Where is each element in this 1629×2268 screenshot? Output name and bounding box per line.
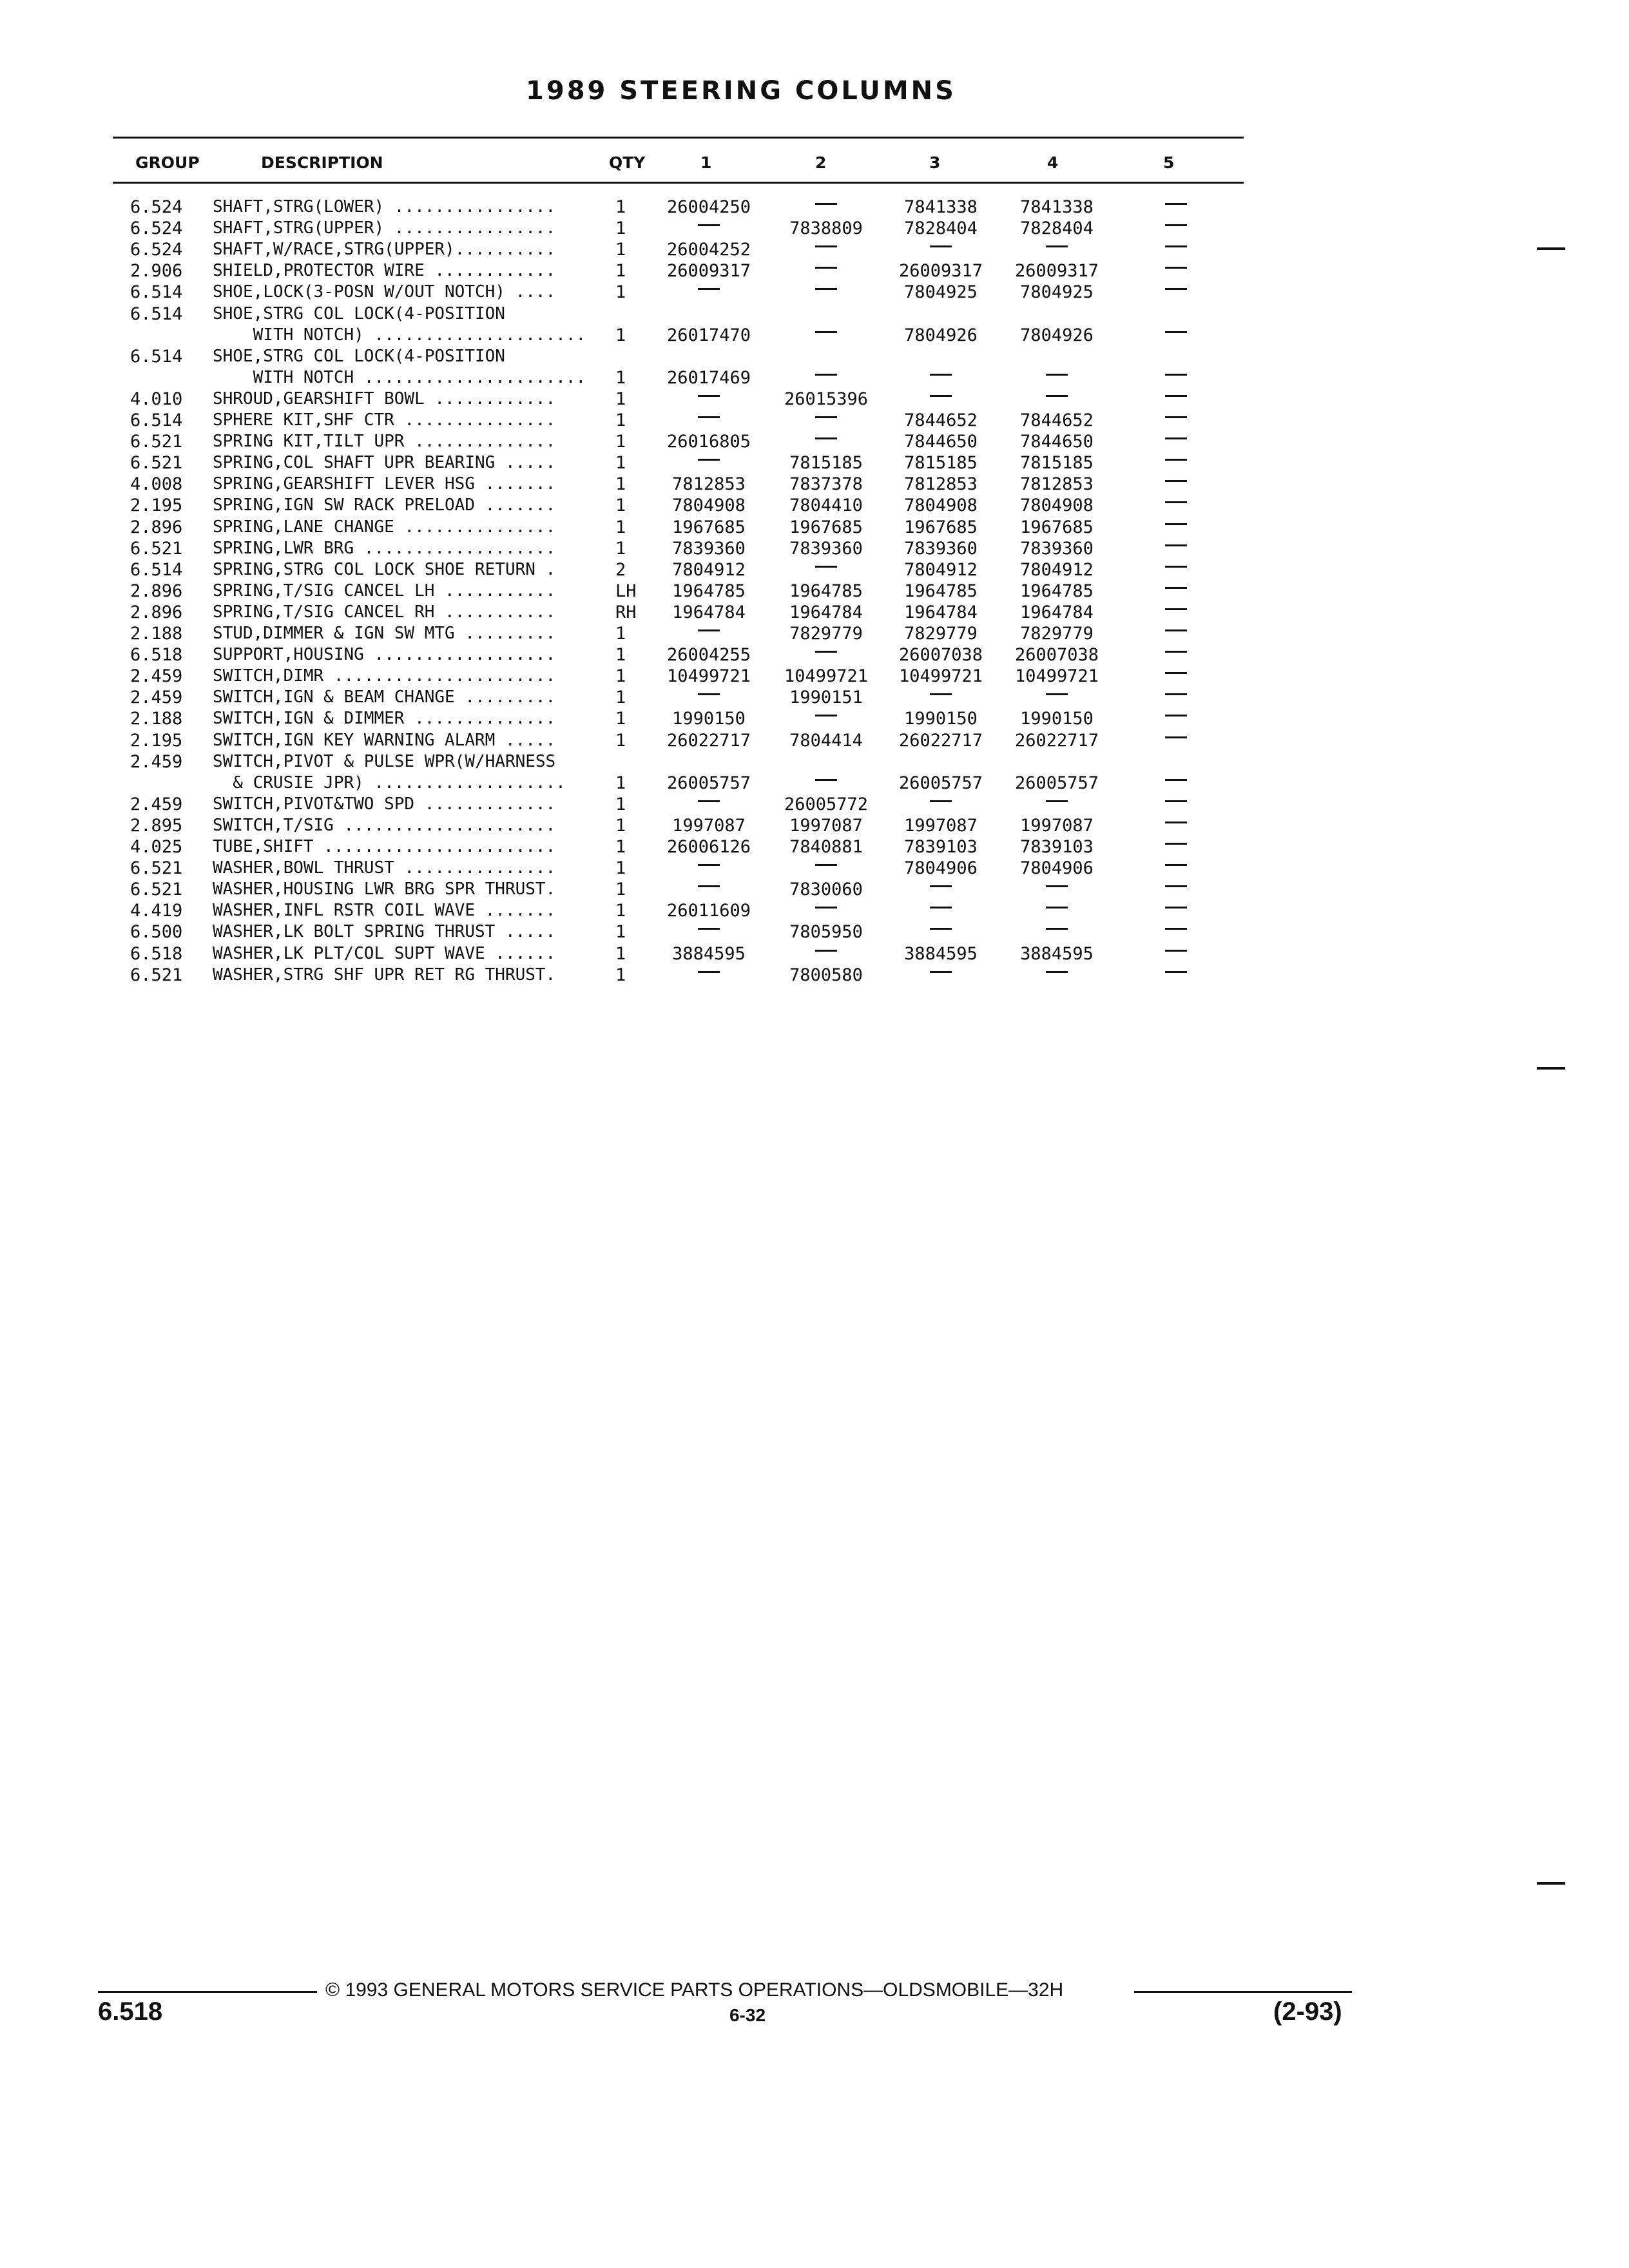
quantity: 1 xyxy=(615,816,626,836)
part-number: 7805950 xyxy=(789,922,863,942)
not-applicable-dash xyxy=(698,288,720,290)
not-applicable-dash xyxy=(815,715,837,716)
part-description: SPRING,LWR BRG ................... xyxy=(213,539,556,558)
part-description: SHOE,LOCK(3-POSN W/OUT NOTCH) .... xyxy=(213,282,556,302)
part-number: 7839360 xyxy=(904,539,978,559)
part-number: 7804414 xyxy=(789,731,863,751)
part-description: WASHER,BOWL THRUST ............... xyxy=(213,858,556,878)
quantity: 1 xyxy=(615,261,626,281)
not-applicable-dash xyxy=(815,374,837,376)
part-number: 1997087 xyxy=(672,816,746,836)
not-applicable-dash xyxy=(1165,437,1187,439)
part-number: 26011609 xyxy=(666,901,751,921)
not-applicable-dash xyxy=(1046,885,1068,887)
not-applicable-dash xyxy=(1165,907,1187,908)
not-applicable-dash xyxy=(698,459,720,461)
part-number: 1964785 xyxy=(789,581,863,601)
part-number: 3884595 xyxy=(1020,944,1094,964)
part-description: SWITCH,PIVOT&TWO SPD ............. xyxy=(213,794,556,814)
part-description: SHAFT,STRG(UPPER) ................ xyxy=(213,218,556,238)
footer-date-code: (2-93) xyxy=(1273,1997,1342,2026)
part-description: TUBE,SHIFT ....................... xyxy=(213,837,556,856)
part-description: WASHER,LK PLT/COL SUPT WAVE ...... xyxy=(213,944,556,963)
part-number: 26022717 xyxy=(666,731,751,751)
footer-page-number: 6-32 xyxy=(729,2005,766,2025)
not-applicable-dash xyxy=(1165,672,1187,674)
part-number: 1990150 xyxy=(672,709,746,729)
group-code: 2.195 xyxy=(130,495,183,515)
not-applicable-dash xyxy=(930,245,952,247)
group-code: 6.521 xyxy=(130,539,183,559)
part-number: 1967685 xyxy=(1020,517,1094,537)
quantity: 1 xyxy=(615,901,626,921)
part-number: 7839360 xyxy=(672,539,746,559)
part-number: 1967685 xyxy=(789,517,863,537)
header-col-1: 1 xyxy=(700,153,712,172)
not-applicable-dash xyxy=(1046,928,1068,930)
group-code: 2.896 xyxy=(130,517,183,537)
not-applicable-dash xyxy=(1046,374,1068,376)
part-number: 7844650 xyxy=(1020,432,1094,452)
group-code: 6.521 xyxy=(130,432,183,452)
not-applicable-dash xyxy=(698,395,720,397)
footer-group-number: 6.518 xyxy=(98,1997,163,2026)
part-number: 7800580 xyxy=(789,965,863,985)
part-number: 1967685 xyxy=(672,517,746,537)
quantity: 1 xyxy=(615,773,626,793)
group-code: 2.906 xyxy=(130,261,183,281)
header-top-rule xyxy=(113,137,1244,139)
part-number: 7844650 xyxy=(904,432,978,452)
part-description: SHAFT,W/RACE,STRG(UPPER).......... xyxy=(213,240,556,259)
not-applicable-dash xyxy=(815,203,837,205)
not-applicable-dash xyxy=(815,437,837,439)
footer-rule-left xyxy=(98,1991,317,1993)
group-code: 6.500 xyxy=(130,922,183,942)
group-code: 6.521 xyxy=(130,879,183,899)
header-col-5: 5 xyxy=(1163,153,1175,172)
not-applicable-dash xyxy=(1165,587,1187,589)
quantity: 1 xyxy=(615,539,626,559)
not-applicable-dash xyxy=(1165,544,1187,546)
not-applicable-dash xyxy=(698,629,720,631)
part-number: 1964785 xyxy=(904,581,978,601)
page-title: 1989 STEERING COLUMNS xyxy=(526,76,956,106)
not-applicable-dash xyxy=(1165,267,1187,269)
part-number: 26005772 xyxy=(784,794,869,814)
not-applicable-dash xyxy=(1165,950,1187,952)
part-description: SHIELD,PROTECTOR WIRE ............ xyxy=(213,261,556,280)
group-code: 6.518 xyxy=(130,944,183,964)
quantity: 1 xyxy=(615,432,626,452)
not-applicable-dash xyxy=(1165,629,1187,631)
part-number: 10499721 xyxy=(666,666,751,686)
header-col-2: 2 xyxy=(815,153,827,172)
part-description: SHROUD,GEARSHIFT BOWL ............ xyxy=(213,389,556,408)
part-number: 7804912 xyxy=(1020,560,1094,580)
group-code: 6.524 xyxy=(130,197,183,217)
part-number: 26004250 xyxy=(666,197,751,217)
part-number: 7812853 xyxy=(904,474,978,494)
quantity: 1 xyxy=(615,474,626,494)
not-applicable-dash xyxy=(1165,971,1187,973)
quantity: 1 xyxy=(615,709,626,729)
part-description: SPRING,COL SHAFT UPR BEARING ..... xyxy=(213,453,556,472)
part-number: 1990150 xyxy=(904,709,978,729)
group-code: 2.896 xyxy=(130,581,183,601)
group-code: 2.896 xyxy=(130,602,183,622)
not-applicable-dash xyxy=(815,416,837,418)
not-applicable-dash xyxy=(930,928,952,930)
not-applicable-dash xyxy=(698,416,720,418)
part-number: 7804908 xyxy=(672,495,746,515)
part-number: 7815185 xyxy=(904,453,978,473)
not-applicable-dash xyxy=(930,374,952,376)
part-description: SWITCH,DIMR ...................... xyxy=(213,666,556,686)
group-code: 6.514 xyxy=(130,347,183,367)
group-code: 2.459 xyxy=(130,666,183,686)
header-col-3: 3 xyxy=(929,153,941,172)
not-applicable-dash xyxy=(1165,608,1187,610)
not-applicable-dash xyxy=(1165,843,1187,845)
not-applicable-dash xyxy=(698,864,720,866)
part-number: 1964784 xyxy=(904,602,978,622)
not-applicable-dash xyxy=(815,864,837,866)
quantity: 1 xyxy=(615,837,626,857)
part-description: SHAFT,STRG(LOWER) ................ xyxy=(213,197,556,216)
part-description: SPRING,T/SIG CANCEL RH ........... xyxy=(213,602,556,622)
quantity: 1 xyxy=(615,389,626,409)
header-description: DESCRIPTION xyxy=(261,153,383,172)
not-applicable-dash xyxy=(815,245,837,247)
part-number: 26009317 xyxy=(898,261,983,281)
not-applicable-dash xyxy=(815,907,837,908)
group-code: 6.521 xyxy=(130,858,183,878)
part-number: 26005757 xyxy=(666,773,751,793)
not-applicable-dash xyxy=(815,779,837,781)
not-applicable-dash xyxy=(1165,715,1187,716)
quantity: LH xyxy=(615,581,637,601)
part-description: SPHERE KIT,SHF CTR ............... xyxy=(213,410,556,430)
not-applicable-dash xyxy=(1165,395,1187,397)
group-code: 2.895 xyxy=(130,816,183,836)
not-applicable-dash xyxy=(1165,651,1187,653)
not-applicable-dash xyxy=(1165,736,1187,738)
part-number: 7804908 xyxy=(904,495,978,515)
part-number: 26022717 xyxy=(1014,731,1099,751)
part-description: SPRING,T/SIG CANCEL LH ........... xyxy=(213,581,556,601)
not-applicable-dash xyxy=(815,950,837,952)
part-number: 7830060 xyxy=(789,879,863,899)
part-number: 7844652 xyxy=(904,410,978,430)
quantity: 1 xyxy=(615,325,626,345)
not-applicable-dash xyxy=(698,800,720,802)
part-description: WASHER,STRG SHF UPR RET RG THRUST. xyxy=(213,965,556,985)
quantity: 1 xyxy=(615,218,626,238)
part-number: 26005757 xyxy=(898,773,983,793)
not-applicable-dash xyxy=(815,331,837,333)
part-description: SWITCH,T/SIG ..................... xyxy=(213,816,556,835)
not-applicable-dash xyxy=(1165,416,1187,418)
part-number: 7839103 xyxy=(904,837,978,857)
not-applicable-dash xyxy=(698,224,720,226)
part-number: 7841338 xyxy=(1020,197,1094,217)
quantity: 1 xyxy=(615,687,626,707)
part-number: 1990150 xyxy=(1020,709,1094,729)
part-number: 7804908 xyxy=(1020,495,1094,515)
group-code: 6.514 xyxy=(130,304,183,324)
part-description: SHOE,STRG COL LOCK(4-POSITION xyxy=(213,304,505,323)
part-number: 7804912 xyxy=(904,560,978,580)
part-number: 1964784 xyxy=(672,602,746,622)
not-applicable-dash xyxy=(930,693,952,695)
part-number: 26009317 xyxy=(666,261,751,281)
margin-mark xyxy=(1537,247,1565,250)
part-number: 7844652 xyxy=(1020,410,1094,430)
part-number: 26009317 xyxy=(1014,261,1099,281)
quantity: 1 xyxy=(615,879,626,899)
quantity: 1 xyxy=(615,666,626,686)
part-number: 26015396 xyxy=(784,389,869,409)
not-applicable-dash xyxy=(1165,693,1187,695)
not-applicable-dash xyxy=(930,885,952,887)
part-number: 7840881 xyxy=(789,837,863,857)
part-number: 10499721 xyxy=(1014,666,1099,686)
part-number: 26017469 xyxy=(666,368,751,388)
not-applicable-dash xyxy=(930,395,952,397)
quantity: 1 xyxy=(615,517,626,537)
not-applicable-dash xyxy=(698,928,720,930)
part-number: 7838809 xyxy=(789,218,863,238)
not-applicable-dash xyxy=(1165,800,1187,802)
quantity: 1 xyxy=(615,453,626,473)
part-number: 7829779 xyxy=(904,624,978,644)
quantity: 1 xyxy=(615,731,626,751)
group-code: 2.459 xyxy=(130,752,183,772)
group-code: 6.521 xyxy=(130,453,183,473)
part-number: 7804912 xyxy=(672,560,746,580)
not-applicable-dash xyxy=(1046,971,1068,973)
group-code: 2.459 xyxy=(130,794,183,814)
not-applicable-dash xyxy=(1165,245,1187,247)
group-code: 6.514 xyxy=(130,282,183,302)
part-description: WASHER,INFL RSTR COIL WAVE ....... xyxy=(213,901,556,920)
part-number: 7804926 xyxy=(1020,325,1094,345)
part-description: SUPPORT,HOUSING .................. xyxy=(213,645,556,664)
part-number: 1967685 xyxy=(904,517,978,537)
part-number: 1997087 xyxy=(1020,816,1094,836)
part-number: 7839360 xyxy=(1020,539,1094,559)
not-applicable-dash xyxy=(1165,501,1187,503)
not-applicable-dash xyxy=(1046,245,1068,247)
group-code: 6.521 xyxy=(130,965,183,985)
part-number: 1997087 xyxy=(904,816,978,836)
header-col-4: 4 xyxy=(1047,153,1059,172)
part-number: 1964784 xyxy=(1020,602,1094,622)
part-number: 26022717 xyxy=(898,731,983,751)
group-code: 6.514 xyxy=(130,410,183,430)
group-code: 4.008 xyxy=(130,474,183,494)
part-number: 26007038 xyxy=(1014,645,1099,665)
not-applicable-dash xyxy=(1165,480,1187,482)
quantity: 1 xyxy=(615,282,626,302)
part-description: SPRING,LANE CHANGE ............... xyxy=(213,517,556,537)
part-description: WASHER,HOUSING LWR BRG SPR THRUST. xyxy=(213,879,556,899)
group-code: 6.514 xyxy=(130,560,183,580)
part-number: 7804410 xyxy=(789,495,863,515)
quantity: 1 xyxy=(615,495,626,515)
not-applicable-dash xyxy=(930,971,952,973)
not-applicable-dash xyxy=(1046,693,1068,695)
quantity: 1 xyxy=(615,410,626,430)
part-description: & CRUSIE JPR) ................... xyxy=(213,773,566,793)
part-number: 7804906 xyxy=(904,858,978,878)
part-number: 26004252 xyxy=(666,240,751,260)
quantity: 1 xyxy=(615,368,626,388)
not-applicable-dash xyxy=(1165,331,1187,333)
quantity: 1 xyxy=(615,794,626,814)
part-number: 7804906 xyxy=(1020,858,1094,878)
part-number: 26016805 xyxy=(666,432,751,452)
part-number: 1997087 xyxy=(789,816,863,836)
header-bottom-rule xyxy=(113,182,1244,184)
part-number: 7841338 xyxy=(904,197,978,217)
not-applicable-dash xyxy=(1165,864,1187,866)
not-applicable-dash xyxy=(698,693,720,695)
not-applicable-dash xyxy=(815,267,837,269)
footer-copyright: © 1993 GENERAL MOTORS SERVICE PARTS OPERATIONS—OLDSMOBILE—32H xyxy=(325,1979,1064,2001)
footer-rule-right xyxy=(1134,1991,1352,1993)
part-number: 3884595 xyxy=(672,944,746,964)
not-applicable-dash xyxy=(1165,822,1187,823)
part-description: SPRING,IGN SW RACK PRELOAD ....... xyxy=(213,495,556,515)
part-number: 7815185 xyxy=(1020,453,1094,473)
part-description: STUD,DIMMER & IGN SW MTG ......... xyxy=(213,624,556,643)
not-applicable-dash xyxy=(1165,203,1187,205)
part-number: 3884595 xyxy=(904,944,978,964)
part-number: 26005757 xyxy=(1014,773,1099,793)
not-applicable-dash xyxy=(1165,459,1187,461)
part-number: 7829779 xyxy=(1020,624,1094,644)
not-applicable-dash xyxy=(1046,800,1068,802)
not-applicable-dash xyxy=(815,566,837,568)
quantity: 1 xyxy=(615,965,626,985)
quantity: 1 xyxy=(615,197,626,217)
quantity: 1 xyxy=(615,922,626,942)
group-code: 6.524 xyxy=(130,240,183,260)
not-applicable-dash xyxy=(815,651,837,653)
part-number: 26017470 xyxy=(666,325,751,345)
group-code: 4.025 xyxy=(130,837,183,857)
part-description: SPRING KIT,TILT UPR .............. xyxy=(213,432,556,451)
part-description: SWITCH,PIVOT & PULSE WPR(W/HARNESS xyxy=(213,752,556,771)
part-number: 7828404 xyxy=(1020,218,1094,238)
quantity: 2 xyxy=(615,560,626,580)
not-applicable-dash xyxy=(1046,395,1068,397)
not-applicable-dash xyxy=(1165,288,1187,290)
part-number: 26004255 xyxy=(666,645,751,665)
part-number: 7839103 xyxy=(1020,837,1094,857)
group-code: 4.419 xyxy=(130,901,183,921)
part-number: 7839360 xyxy=(789,539,863,559)
not-applicable-dash xyxy=(698,885,720,887)
part-description: SPRING,STRG COL LOCK SHOE RETURN . xyxy=(213,560,556,579)
not-applicable-dash xyxy=(1165,566,1187,568)
quantity: RH xyxy=(615,602,637,622)
group-code: 2.188 xyxy=(130,709,183,729)
quantity: 1 xyxy=(615,858,626,878)
group-code: 2.188 xyxy=(130,624,183,644)
part-description: WASHER,LK BOLT SPRING THRUST ..... xyxy=(213,922,556,941)
group-code: 6.524 xyxy=(130,218,183,238)
not-applicable-dash xyxy=(1165,779,1187,781)
not-applicable-dash xyxy=(698,971,720,973)
part-number: 1990151 xyxy=(789,687,863,707)
quantity: 1 xyxy=(615,240,626,260)
part-number: 7815185 xyxy=(789,453,863,473)
header-group: GROUP xyxy=(135,153,200,172)
part-number: 7812853 xyxy=(1020,474,1094,494)
part-description: SWITCH,IGN & BEAM CHANGE ......... xyxy=(213,687,556,707)
part-number: 26006126 xyxy=(666,837,751,857)
header-qty: QTY xyxy=(609,153,646,172)
group-code: 2.459 xyxy=(130,687,183,707)
part-number: 7812853 xyxy=(672,474,746,494)
not-applicable-dash xyxy=(1046,907,1068,908)
not-applicable-dash xyxy=(1165,523,1187,525)
part-number: 10499721 xyxy=(898,666,983,686)
part-number: 26007038 xyxy=(898,645,983,665)
part-number: 7804926 xyxy=(904,325,978,345)
part-number: 7829779 xyxy=(789,624,863,644)
part-description: WITH NOTCH) ..................... xyxy=(213,325,586,345)
quantity: 1 xyxy=(615,944,626,964)
not-applicable-dash xyxy=(930,800,952,802)
not-applicable-dash xyxy=(930,907,952,908)
part-description: SPRING,GEARSHIFT LEVER HSG ....... xyxy=(213,474,556,494)
margin-mark xyxy=(1537,1067,1565,1070)
quantity: 1 xyxy=(615,645,626,665)
part-number: 7804925 xyxy=(1020,282,1094,302)
not-applicable-dash xyxy=(1165,374,1187,376)
part-description: WITH NOTCH ...................... xyxy=(213,368,586,387)
group-code: 4.010 xyxy=(130,389,183,409)
quantity: 1 xyxy=(615,624,626,644)
margin-mark xyxy=(1537,1882,1565,1885)
group-code: 6.518 xyxy=(130,645,183,665)
part-number: 7804925 xyxy=(904,282,978,302)
not-applicable-dash xyxy=(1165,224,1187,226)
part-description: SHOE,STRG COL LOCK(4-POSITION xyxy=(213,347,505,366)
group-code: 2.195 xyxy=(130,731,183,751)
not-applicable-dash xyxy=(1165,928,1187,930)
part-description: SWITCH,IGN KEY WARNING ALARM ..... xyxy=(213,731,556,750)
part-number: 1964785 xyxy=(672,581,746,601)
not-applicable-dash xyxy=(815,288,837,290)
not-applicable-dash xyxy=(1165,885,1187,887)
part-number: 1964784 xyxy=(789,602,863,622)
part-number: 10499721 xyxy=(784,666,869,686)
part-description: SWITCH,IGN & DIMMER .............. xyxy=(213,709,556,728)
part-number: 7828404 xyxy=(904,218,978,238)
part-number: 7837378 xyxy=(789,474,863,494)
part-number: 1964785 xyxy=(1020,581,1094,601)
